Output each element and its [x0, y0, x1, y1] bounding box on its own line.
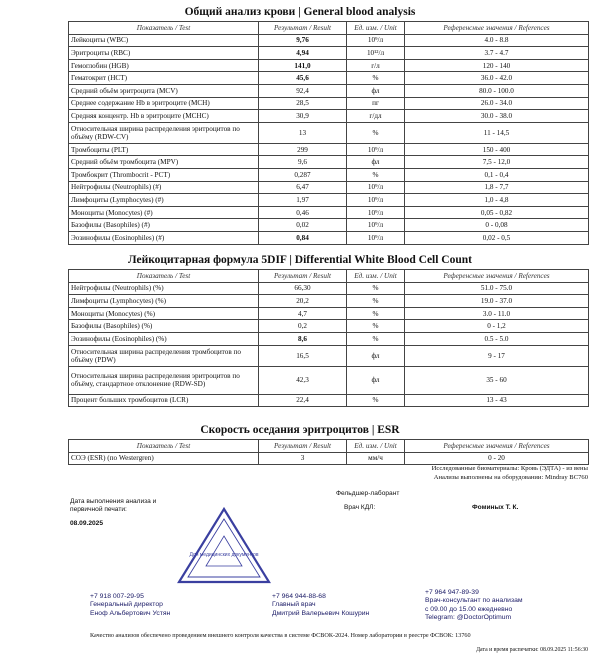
unit: % [347, 295, 405, 308]
reference-range: 26.0 - 34.0 [405, 97, 589, 110]
table-row [69, 394, 589, 407]
reference-range: 51.0 - 75.0 [405, 282, 589, 295]
general-analysis-table [68, 21, 589, 245]
unit: % [347, 320, 405, 333]
unit: % [347, 282, 405, 295]
result-value: 42,3 [259, 366, 347, 394]
doctor-name: Фоминых Т. К. [472, 504, 519, 511]
reference-range: 80.0 - 100.0 [405, 84, 589, 97]
unit: 10⁹/л [347, 231, 405, 244]
chief-doctor-name: Дмитрий Валерьевич Кошурин [272, 609, 370, 617]
section-title-differential: Лейкоцитарная формула 5DIF | Differential White Blood Cell Count [127, 254, 472, 266]
test-name: Среднее содержание Hb в эритроците (MCH) [69, 97, 259, 110]
table-row [69, 194, 589, 207]
header-cell: Результат / Result [259, 440, 347, 453]
reference-range: 9 - 17 [405, 345, 589, 366]
table-row [69, 84, 589, 97]
table-row [69, 295, 589, 308]
result-value: 16,5 [259, 345, 347, 366]
test-name: Лимфоциты (Lymphocytes) (#) [69, 194, 259, 207]
header-cell: Показатель / Test [69, 270, 259, 283]
table-row [69, 219, 589, 232]
unit: % [347, 394, 405, 407]
test-name: Базофилы (Basophiles) (#) [69, 219, 259, 232]
result-value: 8,6 [259, 332, 347, 345]
result-value: 45,6 [259, 72, 347, 85]
reference-range: 7,5 - 12,0 [405, 156, 589, 169]
table-row [69, 366, 589, 394]
director-name: Еноф Альбертович Устян [90, 609, 171, 617]
reference-range: 1,0 - 4,8 [405, 194, 589, 207]
chief-doctor-role: Главный врач [272, 601, 316, 609]
result-value: 66,30 [259, 282, 347, 295]
director-role: Генеральный директор [90, 601, 163, 609]
test-name: Лимфоциты (Lymphocytes) (%) [69, 295, 259, 308]
test-name: Нейтрофилы (Neutrophils) (#) [69, 181, 259, 194]
reference-range: 11 - 14,5 [405, 122, 589, 143]
unit: 10⁹/л [347, 219, 405, 232]
result-value: 3 [259, 452, 347, 465]
reference-range: 0 - 1,2 [405, 320, 589, 333]
unit: фл [347, 84, 405, 97]
unit: фл [347, 345, 405, 366]
date-label: Дата выполнения анализа и первичной печати: [70, 498, 157, 513]
result-value: 0,02 [259, 219, 347, 232]
result-value: 22,4 [259, 394, 347, 407]
test-name: Средний объём эритроцита (MCV) [69, 84, 259, 97]
table-row [69, 97, 589, 110]
header-cell: Ед. изм. / Unit [347, 22, 405, 35]
unit: 10¹²/л [347, 47, 405, 60]
report-date: 08.09.2025 [70, 520, 104, 527]
reference-range: 4.0 - 8.8 [405, 34, 589, 47]
section-title-general: Общий анализ крови | General blood analysis [184, 6, 416, 18]
contact-chief-doctor [272, 593, 369, 618]
unit: % [347, 72, 405, 85]
table-header [69, 22, 589, 35]
reference-range: 36.0 - 42.0 [405, 72, 589, 85]
contact-consultant [425, 589, 523, 623]
header-cell: Показатель / Test [69, 440, 259, 453]
result-value: 4,7 [259, 307, 347, 320]
result-value: 0,46 [259, 206, 347, 219]
reference-range: 0.5 - 5.0 [405, 332, 589, 345]
contact-director [90, 593, 170, 618]
paramedic-label: Фельдшер-лаборант [336, 490, 400, 497]
result-value: 9,76 [259, 34, 347, 47]
section-title-esr: Скорость оседания эритроцитов | ESR [200, 424, 400, 436]
reference-range: 0 - 20 [405, 452, 589, 465]
test-name: Процент больших тромбоцитов (LCR) [69, 394, 259, 407]
test-name: Относительная ширина распределения эритроцитов по объёму (RDW-CV) [69, 122, 259, 143]
unit: 10⁹/л [347, 34, 405, 47]
table-row [69, 231, 589, 244]
doctor-label: Врач КДЛ: [344, 504, 376, 511]
result-value: 1,97 [259, 194, 347, 207]
quality-note: Качество анализов обеспечено проведением внешнего контроля качества в системе ФСВОК-2024. Номер лаборатории в реестре ФСВОК: 13760 [90, 632, 471, 639]
test-name: Тромбоциты (PLT) [69, 143, 259, 156]
header-cell: Ед. изм. / Unit [347, 270, 405, 283]
equipment-note: Анализы выполнены на оборудовании: Mindray BC760 [433, 474, 588, 481]
reference-range: 13 - 43 [405, 394, 589, 407]
table-row [69, 181, 589, 194]
consultant-telegram[interactable]: Telegram: @DoctorOptimum [425, 614, 512, 622]
test-name: Средняя концентр. Hb в эритроците (MCHC) [69, 110, 259, 123]
table-header [69, 440, 589, 453]
reference-range: 120 - 140 [405, 59, 589, 72]
table-header [69, 270, 589, 283]
table-row [69, 332, 589, 345]
stamp-text: Для медицинских документов [189, 552, 259, 558]
unit: фл [347, 366, 405, 394]
unit: % [347, 332, 405, 345]
unit: % [347, 168, 405, 181]
test-name: Эозинофилы (Eosinophiles) (%) [69, 332, 259, 345]
header-cell: Референсные значения / References [405, 440, 589, 453]
result-value: 28,5 [259, 97, 347, 110]
biomaterial-note: Исследованные биоматериалы: Кровь (ЭДТА) - из вены [431, 465, 588, 472]
test-name: СОЭ (ESR) (по Westergren) [69, 452, 259, 465]
consultant-phone: +7 964 947-89-39 [425, 589, 479, 596]
unit: фл [347, 156, 405, 169]
reference-range: 150 - 400 [405, 143, 589, 156]
consultant-hours: с 09.00 до 15.00 ежедневно [425, 605, 513, 613]
reference-range: 19.0 - 37.0 [405, 295, 589, 308]
result-value: 20,2 [259, 295, 347, 308]
test-name: Базофилы (Basophiles) (%) [69, 320, 259, 333]
reference-range: 3.7 - 4.7 [405, 47, 589, 60]
table-row [69, 452, 589, 465]
table-row [69, 72, 589, 85]
test-name: Тромбокрит (Thrombocrit - PCT) [69, 168, 259, 181]
unit: 10⁹/л [347, 143, 405, 156]
result-value: 0,84 [259, 231, 347, 244]
result-value: 6,47 [259, 181, 347, 194]
result-value: 0,2 [259, 320, 347, 333]
reference-range: 0,02 - 0,5 [405, 231, 589, 244]
test-name: Нейтрофилы (Neutrophils) (%) [69, 282, 259, 295]
table-row [69, 156, 589, 169]
test-name: Эритроциты (RBC) [69, 47, 259, 60]
test-name: Относительная ширина распределения эритроцитов по объёму, стандартное отклонение (RDW-SD) [69, 366, 259, 394]
result-value: 13 [259, 122, 347, 143]
table-row [69, 320, 589, 333]
result-value: 0,287 [259, 168, 347, 181]
reference-range: 0,05 - 0,82 [405, 206, 589, 219]
reference-range: 35 - 60 [405, 366, 589, 394]
table-row [69, 47, 589, 60]
table-row [69, 143, 589, 156]
test-name: Лейкоциты (WBC) [69, 34, 259, 47]
chief-doctor-phone: +7 964 944-88-68 [272, 593, 326, 600]
header-cell: Результат / Result [259, 270, 347, 283]
unit: % [347, 307, 405, 320]
test-name: Моноциты (Monocytes) (#) [69, 206, 259, 219]
table-row [69, 34, 589, 47]
print-timestamp: Дата и время распечатки: 08.09.2025 11:56:30 [476, 647, 588, 653]
test-name: Гематокрит (HCT) [69, 72, 259, 85]
table-row [69, 122, 589, 143]
reference-range: 0,1 - 0,4 [405, 168, 589, 181]
header-cell: Референсные значения / References [405, 22, 589, 35]
reference-range: 3.0 - 11.0 [405, 307, 589, 320]
unit: 10⁹/л [347, 181, 405, 194]
test-name: Моноциты (Monocytes) (%) [69, 307, 259, 320]
reference-range: 0 - 0,08 [405, 219, 589, 232]
table-row [69, 168, 589, 181]
header-cell: Результат / Result [259, 22, 347, 35]
header-cell: Референсные значения / References [405, 270, 589, 283]
unit: 10⁹/л [347, 206, 405, 219]
director-phone: +7 918 007-29-95 [90, 593, 144, 600]
unit: г/л [347, 59, 405, 72]
table-row [69, 345, 589, 366]
test-name: Эозинофилы (Eosinophiles) (#) [69, 231, 259, 244]
header-cell: Показатель / Test [69, 22, 259, 35]
reference-range: 1,8 - 7,7 [405, 181, 589, 194]
unit: г/дл [347, 110, 405, 123]
header-cell: Ед. изм. / Unit [347, 440, 405, 453]
laboratory-stamp [176, 506, 272, 586]
test-name: Относительная ширина распределения тромбоцитов по объёму (PDW) [69, 345, 259, 366]
table-row [69, 110, 589, 123]
table-row [69, 282, 589, 295]
test-name: Средний объём тромбоцита (MPV) [69, 156, 259, 169]
test-name: Гемоглобин (HGB) [69, 59, 259, 72]
consultant-role: Врач-консультант по анализам [425, 597, 523, 605]
table-row [69, 59, 589, 72]
result-value: 30,9 [259, 110, 347, 123]
result-value: 4,94 [259, 47, 347, 60]
differential-table [68, 269, 589, 407]
result-value: 299 [259, 143, 347, 156]
unit: мм/ч [347, 452, 405, 465]
table-row [69, 206, 589, 219]
result-value: 92,4 [259, 84, 347, 97]
esr-table [68, 439, 589, 465]
unit: % [347, 122, 405, 143]
table-row [69, 307, 589, 320]
reference-range: 30.0 - 38.0 [405, 110, 589, 123]
result-value: 141,0 [259, 59, 347, 72]
result-value: 9,6 [259, 156, 347, 169]
unit: пг [347, 97, 405, 110]
unit: 10⁹/л [347, 194, 405, 207]
